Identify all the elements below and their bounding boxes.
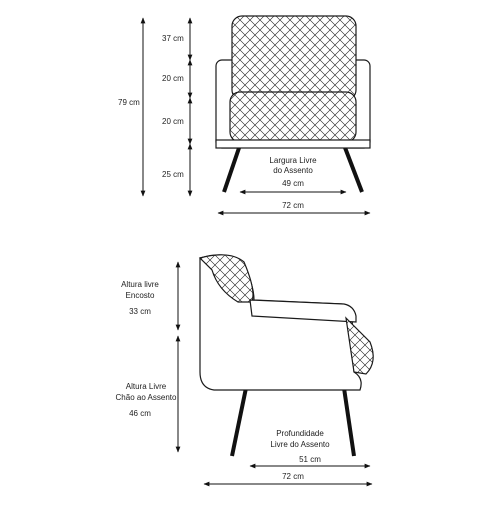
side-leg-back: [344, 388, 354, 456]
total-depth-value: 72 cm: [282, 472, 304, 481]
height-label-20b: 20 cm: [162, 117, 184, 126]
front-seat-quilting: [230, 92, 356, 142]
seat-width-label-line2: do Assento: [273, 166, 313, 175]
seat-floor-label-line2: Chão ao Assento: [115, 393, 177, 402]
depth-label-line2: Livre do Assento: [270, 440, 330, 449]
front-base: [216, 140, 370, 148]
backrest-label-line1: Altura livre: [121, 280, 159, 289]
front-backrest-quilting: [232, 16, 356, 100]
seat-floor-height-value: 46 cm: [129, 409, 151, 418]
seat-width-value: 49 cm: [282, 179, 304, 188]
front-width-dimensions: [218, 156, 370, 213]
front-leg-left: [224, 145, 240, 192]
total-height-label: 79 cm: [118, 98, 140, 107]
height-label-37: 37 cm: [162, 34, 184, 43]
side-depth-dimensions: [204, 429, 372, 484]
front-height-dimensions: [118, 18, 190, 196]
side-view-armchair: [198, 250, 380, 456]
side-height-dimensions: [116, 262, 178, 452]
seat-width-label-line1: Largura Livre: [269, 156, 317, 165]
seat-depth-value: 51 cm: [299, 455, 321, 464]
backrest-label-line2: Encosto: [125, 291, 155, 300]
height-label-20a: 20 cm: [162, 74, 184, 83]
height-label-25: 25 cm: [162, 170, 184, 179]
total-width-value: 72 cm: [282, 201, 304, 210]
depth-label-line1: Profundidade: [276, 429, 324, 438]
side-leg-front: [232, 388, 246, 456]
seat-floor-label-line1: Altura Livre: [125, 382, 167, 391]
front-leg-right: [344, 145, 362, 192]
backrest-height-value: 33 cm: [129, 307, 151, 316]
